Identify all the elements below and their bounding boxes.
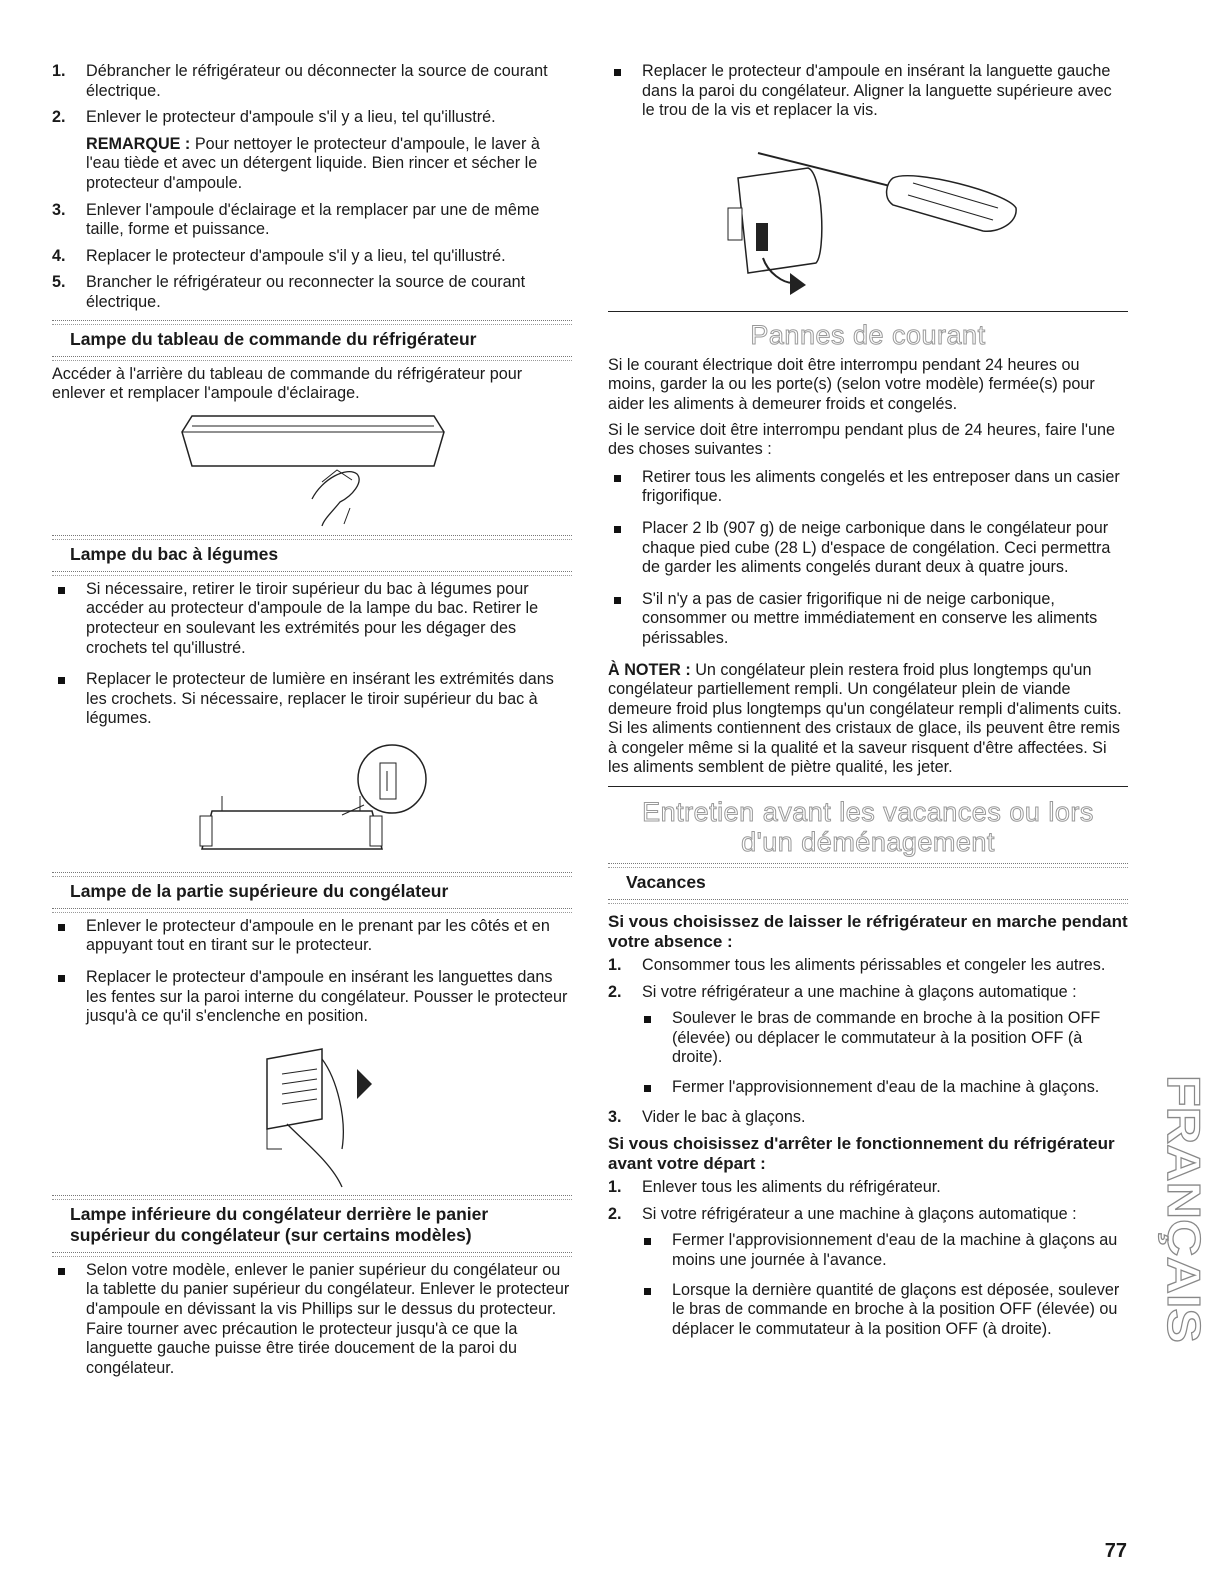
top-bullet-1: Replacer le protecteur d'ampoule en insérant la languette gauche dans la paroi du congélateur. Aligner la languette supérieure avec le trou de la vis et replacer la vis. [608,62,1128,121]
arret-sub-1: Fermer l'approvisionnement d'eau de la machine à glaçons au moins une journée à l'avance. [608,1231,1128,1270]
bullet-icon [614,69,621,76]
bullet-icon [614,526,621,533]
congel-inf-bullet-1: Selon votre modèle, enlever le panier supérieur du congélateur ou la tablette du panier supérieur du congélateur. Enlever le protecteur d'ampoule en dévissant la vis Phillips sur le dessus du protecteur. Faire tourner avec précaution le protecteur jusqu'à ce que la languette gauche puisse être tirée doucement de la paroi du congélateur. [52,1261,572,1379]
marche-step-2: 2. Si votre réfrigérateur a une machine à glaçons automatique : [608,982,1077,1001]
divider [52,535,572,540]
congel-sup-bullet-2: Replacer le protecteur d'ampoule en insérant les languettes dans les fentes sur la paroi interne du congélateur. Pousser le protecteur jusqu'à ce qu'il s'enclenche en position. [52,968,572,1027]
marche-step-1: 1. Consommer tous les aliments périssables et congeler les autres. [608,956,1106,975]
left-column [52,62,572,1390]
page-number: 77 [1104,1540,1127,1562]
divider [52,1252,572,1257]
divider [52,872,572,877]
heading-congel-inf: Lampe inférieure du congélateur derrière le panier supérieur du congélateur (sur certains modèles) [70,1203,489,1245]
marche-sub-1: Soulever le bras de commande en broche à la position OFF (élevée) ou déplacer le commutateur à la position OFF (à droite). [608,1009,1128,1068]
paragraph-noter: À NOTER : Un congélateur plein restera froid plus longtemps qu'un congélateur partiellement rempli. Un congélateur plein de viande demeure froid plus longtemps qu'un congélateur rempli d'aliments cuits. Si les aliments contiennent des cristaux de glace, ils peuvent être remis à congeler même si la qualité et la saveur risquent d'être affectées. Si les aliments semblent de piètre qualité, les jeter. [608,660,1122,777]
bullet-icon [58,587,65,594]
arret-sub-2: Lorsque la dernière quantité de glaçons est déposée, soulever le bras de commande en broche à la position OFF (élevée) ou déplacer le commutateur à la position OFF (à droite). [608,1281,1128,1340]
bullet-icon [644,1016,651,1023]
divider [52,356,572,361]
remarque-note: REMARQUE : Pour nettoyer le protecteur d'ampoule, le laver à l'eau tiède et avec un détergent liquide. Bien rincer et sécher le protecteur d'ampoule. [86,134,540,192]
screwdriver-light-illustration [698,133,1038,303]
bullet-icon [614,597,621,604]
bullet-icon [644,1288,651,1295]
bullet-icon [614,475,621,482]
divider [52,1195,572,1200]
right-column [608,62,1128,1349]
bullet-icon [644,1085,651,1092]
control-panel-illustration [172,404,452,529]
bullet-icon [644,1238,651,1245]
divider [52,571,572,576]
congel-sup-bullet-1: Enlever le protecteur d'ampoule en le prenant par les côtés et en appuyant tout en tirant sur le protecteur. [52,917,572,956]
section-title-entretien: Entretien avant les vacances ou lors d'un déménagement [642,797,1094,858]
bullet-icon [58,924,65,931]
step-2: 2. Enlever le protecteur d'ampoule s'il y a lieu, tel qu'illustré. [52,108,496,127]
heading-vacances: Vacances [626,872,706,893]
divider [608,863,1128,868]
arret-step-2: 2. Si votre réfrigérateur a une machine à glaçons automatique : [608,1204,1077,1223]
paragraph-pannes-1: Si le courant électrique doit être interrompu pendant 24 heures ou moins, garder la ou les porte(s) (selon votre modèle) fermée(s) pour aider les aliments à demeurer froids et congelés. [608,355,1095,413]
heading-congel-sup: Lampe de la partie supérieure du congélateur [70,880,449,901]
pannes-bullet-1: Retirer tous les aliments congelés et les entreposer dans un casier frigorifique. [608,468,1128,507]
paragraph-pannes-2: Si le service doit être interrompu pendant plus de 24 heures, faire l'une des choses suivantes : [608,420,1115,459]
heading-marche: Si vous choisissez de laisser le réfrigérateur en marche pendant votre absence : [608,912,1128,952]
divider [52,908,572,913]
step-5: 5. Brancher le réfrigérateur ou reconnecter la source de courant électrique. [52,273,526,311]
bullet-icon [58,677,65,684]
heading-arret: Si vous choisissez d'arrêter le fonctionnement du réfrigérateur avant votre départ : [608,1134,1115,1174]
bullet-icon [58,1268,65,1275]
marche-sub-2: Fermer l'approvisionnement d'eau de la machine à glaçons. [608,1078,1128,1098]
divider [608,899,1128,904]
step-3: 3. Enlever l'ampoule d'éclairage et la remplacer par une de même taille, forme et puissance. [52,200,540,239]
pannes-bullet-3: S'il n'y a pas de casier frigorifique ni de neige carbonique, consommer ou mettre immédiatement en conserve les aliments périssables. [608,590,1128,649]
section-title-pannes: Pannes de courant [750,319,986,350]
bac-bullet-2: Replacer le protecteur de lumière en insérant les extrémités dans les crochets. Si nécessaire, replacer le tiroir supérieur du bac à légumes. [52,670,572,729]
bac-bullet-1: Si nécessaire, retirer le tiroir supérieur du bac à légumes pour accéder au protecteur d'ampoule de la lampe du bac. Retirer le protecteur en soulevant les extrémités pour les dégager des crochets tel qu'illustré. [52,580,572,658]
divider [608,311,1128,312]
side-tab-label: FRANÇAIS [1158,1075,1210,1313]
arret-step-1: 1. Enlever tous les aliments du réfrigérateur. [608,1178,941,1197]
heading-bac: Lampe du bac à légumes [70,543,279,564]
divider [608,786,1128,787]
marche-step-3: 3. Vider le bac à glaçons. [608,1107,806,1126]
step-4: 4. Replacer le protecteur d'ampoule s'il y a lieu, tel qu'illustré. [52,246,506,265]
paragraph-tableau: Accéder à l'arrière du tableau de commande du réfrigérateur pour enlever et remplacer l'ampoule d'éclairage. [52,364,523,403]
bullet-icon [58,975,65,982]
heading-tableau: Lampe du tableau de commande du réfrigérateur [70,328,477,349]
language-side-tab [1150,1075,1210,1345]
freezer-top-light-illustration [212,1039,412,1189]
pannes-bullet-2: Placer 2 lb (907 g) de neige carbonique dans le congélateur pour chaque pied cube (28 L) d'espace de congélation. Ceci permettra de garder les aliments congelés durant deux à quatre jours. [608,519,1128,578]
step-1: 1. Débrancher le réfrigérateur ou déconnecter la source de courant électrique. [52,62,548,100]
crisper-light-illustration [182,741,442,866]
divider [52,320,572,325]
